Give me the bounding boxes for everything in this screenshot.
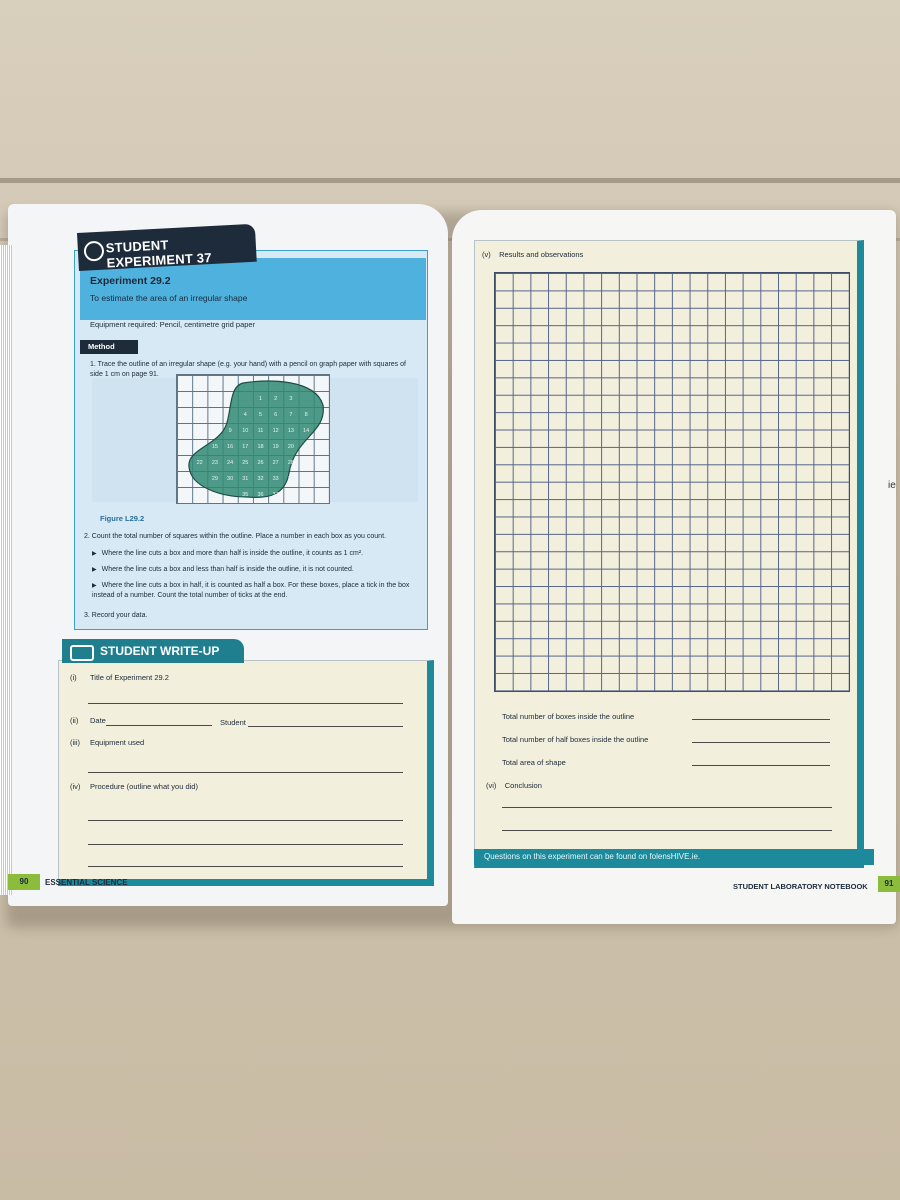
figure-number: 13 (287, 428, 294, 434)
writeup-box (58, 660, 434, 886)
experiment-heading: Experiment 29.2 (90, 275, 171, 287)
figure-number: 22 (196, 460, 203, 466)
figure-number: 30 (227, 476, 234, 482)
figure-number: 6 (274, 412, 278, 418)
total-half-boxes-label: Total number of half boxes inside the outline (502, 735, 649, 744)
figure-number: 8 (304, 412, 308, 418)
figure-number: 36 (257, 492, 264, 498)
method-step-2: 2. Count the total number of squares within the outline. Place a number in each box as you count. (84, 533, 386, 540)
figure-number: 12 (272, 428, 279, 434)
writeup-tab (62, 639, 244, 663)
experiment-aim: To estimate the area of an irregular shape (90, 293, 248, 303)
questions-banner: Questions on this experiment can be found on folensHIVE.ie. (474, 849, 874, 865)
right-footer-title: STUDENT LABORATORY NOTEBOOK (733, 882, 868, 891)
figure-number: 26 (257, 460, 264, 466)
method-bullet-3: ▶ Where the line cuts a box in half, it is counted as half a box. For these boxes, place a tick in the box instead of a number. Count the total number of ticks at the end. (92, 581, 414, 601)
page-edges (0, 245, 12, 895)
writeup-iii-number: (iii) (70, 738, 80, 747)
procedure-answer-line-3[interactable] (88, 866, 403, 867)
figure-number: 14 (303, 428, 310, 434)
total-half-boxes-line[interactable] (692, 742, 830, 743)
edge-text: ie (888, 480, 896, 491)
figure-number: 29 (211, 476, 218, 482)
figure-number: 25 (242, 460, 249, 466)
figure-number: 10 (242, 428, 249, 434)
figure-number: 7 (289, 412, 293, 418)
figure-number: 28 (287, 460, 294, 466)
student-label: Student (220, 718, 246, 727)
writeup-i-number: (i) (70, 673, 77, 682)
figure-caption: Figure L29.2 (100, 514, 145, 523)
centimetre-grid[interactable] (494, 272, 850, 692)
writeup-ii-label: Date (90, 716, 106, 725)
figure-number: 19 (272, 444, 279, 450)
method-step-3: 3. Record your data. (84, 612, 148, 619)
figure-number: 16 (227, 444, 234, 450)
conclusion-line-1[interactable] (502, 807, 832, 808)
figure-number: 4 (243, 412, 247, 418)
results-text: Results and observations (499, 250, 584, 259)
procedure-answer-line-2[interactable] (88, 844, 403, 845)
figure-number: 20 (287, 444, 294, 450)
writing-hand-icon (70, 645, 94, 661)
figure-number: 23 (211, 460, 218, 466)
total-area-line[interactable] (692, 765, 830, 766)
student-answer-line[interactable] (248, 726, 403, 727)
figure-number: 9 (228, 428, 232, 434)
figure-number: 32 (257, 476, 264, 482)
total-boxes-label: Total number of boxes inside the outline (502, 712, 635, 721)
equipment-required: Equipment required: Pencil, centimetre grid paper (90, 320, 256, 329)
method-tag: Method (80, 340, 138, 354)
figure-number: 34 (287, 476, 294, 482)
figure-number: 27 (272, 460, 279, 466)
flask-icon (83, 241, 104, 262)
equipment-answer-line[interactable] (88, 772, 403, 773)
figure-number: 31 (242, 476, 249, 482)
conclusion-text: Conclusion (504, 781, 542, 790)
date-answer-line[interactable] (106, 725, 212, 726)
figure-number: 18 (257, 444, 264, 450)
writeup-i-label: Title of Experiment 29.2 (90, 673, 169, 682)
method-step-1: 1. Trace the outline of an irregular shape (e.g. your hand) with a pencil on graph paper with squares of side 1 cm on page 91. (90, 361, 406, 378)
figure-number: 5 (258, 412, 263, 418)
writeup-iv-number: (iv) (70, 782, 81, 791)
figure-number: 17 (242, 444, 249, 450)
figure-number: 33 (272, 476, 279, 482)
results-label (482, 250, 583, 259)
results-number: (v) (482, 250, 491, 259)
conclusion-number: (vi) (486, 781, 497, 790)
left-footer-title: ESSENTIAL SCIENCE (45, 878, 128, 887)
title-answer-line[interactable] (88, 703, 403, 704)
total-boxes-line[interactable] (692, 719, 830, 720)
right-page-number: 91 (878, 876, 900, 892)
figure-grid (176, 374, 330, 504)
irregular-shape (177, 375, 329, 503)
procedure-answer-line-1[interactable] (88, 820, 403, 821)
figure-number: 15 (211, 444, 218, 450)
conclusion-label (486, 781, 542, 790)
experiment-tab-title: STUDENT EXPERIMENT 37 (105, 237, 213, 271)
method-bullet-1: ▶ Where the line cuts a box and more than half is inside the outline, it counts as 1 cm². (92, 549, 412, 559)
figure-number: 1 (258, 396, 263, 402)
figure-number: 11 (257, 428, 264, 434)
figure-number: 35 (242, 492, 249, 498)
figure-number: 37 (272, 492, 279, 498)
figure-number: 21 (303, 444, 310, 450)
figure-number: 2 (274, 396, 278, 402)
writeup-iv-label: Procedure (outline what you did) (90, 782, 198, 791)
conclusion-line-2[interactable] (502, 830, 832, 831)
floor-grout-top (0, 178, 900, 183)
figure-number: 24 (227, 460, 234, 466)
left-page-number: 90 (8, 874, 40, 890)
writeup-tab-title: STUDENT WRITE-UP (100, 644, 220, 658)
figure-number: 3 (289, 396, 293, 402)
total-area-label: Total area of shape (502, 758, 566, 767)
experiment-tab (77, 224, 257, 271)
writeup-iii-label: Equipment used (90, 738, 145, 747)
writeup-ii-number: (ii) (70, 716, 79, 725)
method-bullet-2: ▶ Where the line cuts a box and less than half is inside the outline, it is not counted. (92, 565, 412, 575)
